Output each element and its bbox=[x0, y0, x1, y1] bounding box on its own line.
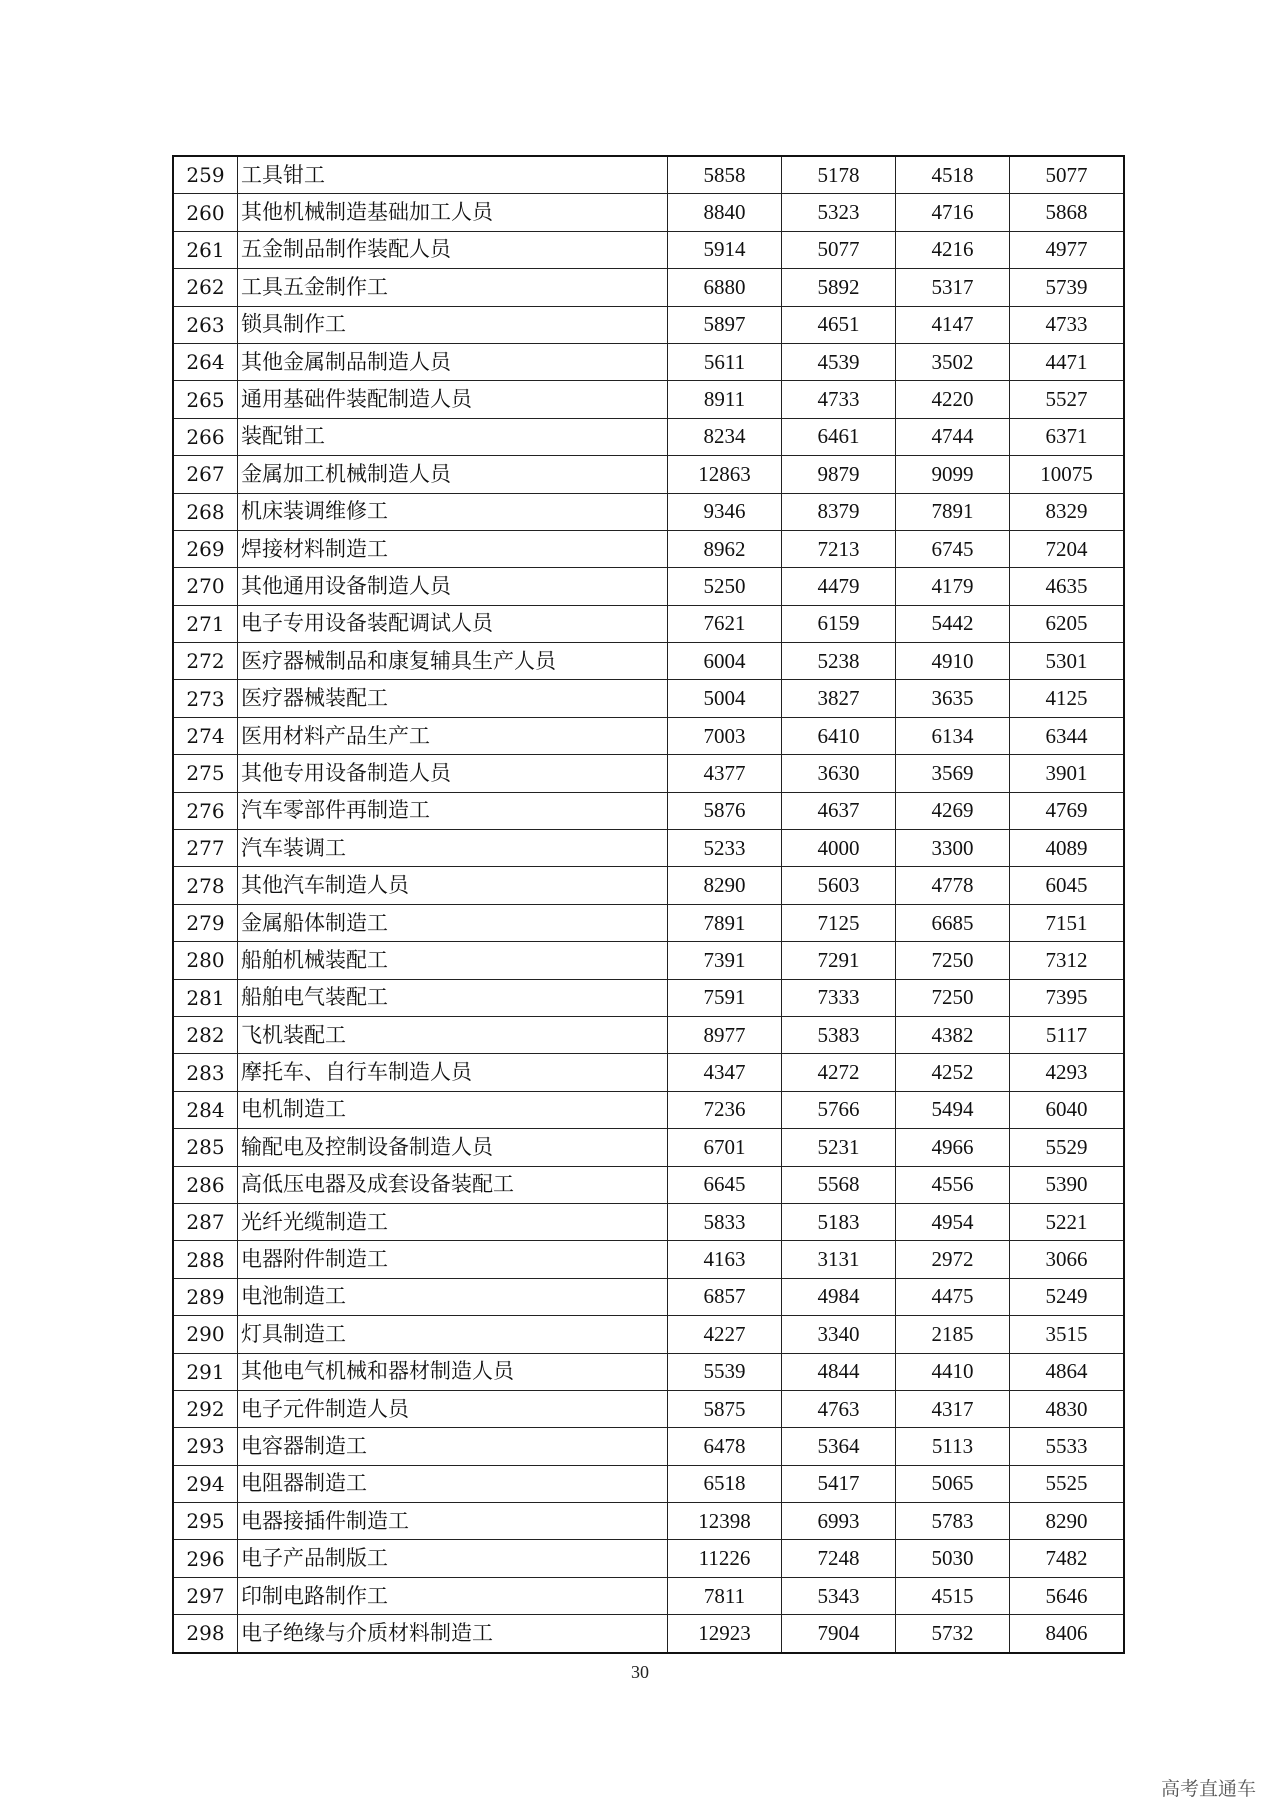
row-number: 274 bbox=[173, 717, 238, 754]
occupation-name: 焊接材料制造工 bbox=[238, 530, 668, 567]
value-col-4: 7204 bbox=[1010, 530, 1125, 567]
value-col-4: 4471 bbox=[1010, 343, 1125, 380]
value-col-3: 5113 bbox=[896, 1428, 1010, 1465]
value-col-1: 6478 bbox=[668, 1428, 782, 1465]
value-col-1: 5233 bbox=[668, 830, 782, 867]
value-col-1: 5611 bbox=[668, 343, 782, 380]
value-col-1: 6857 bbox=[668, 1278, 782, 1315]
value-col-1: 5897 bbox=[668, 306, 782, 343]
occupation-name: 医疗器械装配工 bbox=[238, 680, 668, 717]
occupation-name: 电器附件制造工 bbox=[238, 1241, 668, 1278]
value-col-2: 5178 bbox=[782, 156, 896, 194]
table-row bbox=[173, 156, 1124, 194]
value-col-3: 2185 bbox=[896, 1316, 1010, 1353]
value-col-4: 7151 bbox=[1010, 904, 1125, 941]
value-col-4: 5301 bbox=[1010, 643, 1125, 680]
value-col-1: 5858 bbox=[668, 156, 782, 194]
value-col-1: 11226 bbox=[668, 1540, 782, 1577]
value-col-3: 4179 bbox=[896, 568, 1010, 605]
value-col-4: 8290 bbox=[1010, 1503, 1125, 1540]
occupation-name: 电器接插件制造工 bbox=[238, 1503, 668, 1540]
value-col-1: 4227 bbox=[668, 1316, 782, 1353]
value-col-3: 7250 bbox=[896, 942, 1010, 979]
value-col-2: 4651 bbox=[782, 306, 896, 343]
table-row bbox=[173, 1129, 1124, 1166]
value-col-4: 7482 bbox=[1010, 1540, 1125, 1577]
value-col-2: 4000 bbox=[782, 830, 896, 867]
table-row bbox=[173, 1203, 1124, 1240]
table-row bbox=[173, 680, 1124, 717]
value-col-3: 4518 bbox=[896, 156, 1010, 194]
value-col-1: 5875 bbox=[668, 1390, 782, 1427]
table-row bbox=[173, 792, 1124, 829]
occupation-name: 其他机械制造基础加工人员 bbox=[238, 194, 668, 231]
value-col-2: 4272 bbox=[782, 1054, 896, 1091]
table-row bbox=[173, 194, 1124, 231]
row-number: 267 bbox=[173, 456, 238, 493]
table-row bbox=[173, 1503, 1124, 1540]
value-col-4: 10075 bbox=[1010, 456, 1125, 493]
row-number: 265 bbox=[173, 381, 238, 418]
row-number: 286 bbox=[173, 1166, 238, 1203]
row-number: 262 bbox=[173, 269, 238, 306]
value-col-1: 8911 bbox=[668, 381, 782, 418]
value-col-1: 12923 bbox=[668, 1615, 782, 1653]
row-number: 284 bbox=[173, 1091, 238, 1128]
value-col-1: 8977 bbox=[668, 1016, 782, 1053]
value-col-3: 7250 bbox=[896, 979, 1010, 1016]
value-col-3: 3300 bbox=[896, 830, 1010, 867]
row-number: 298 bbox=[173, 1615, 238, 1653]
table-row bbox=[173, 605, 1124, 642]
row-number: 285 bbox=[173, 1129, 238, 1166]
occupation-name: 电机制造工 bbox=[238, 1091, 668, 1128]
occupation-name: 其他电气机械和器材制造人员 bbox=[238, 1353, 668, 1390]
table-row bbox=[173, 942, 1124, 979]
value-col-4: 6045 bbox=[1010, 867, 1125, 904]
value-col-3: 4744 bbox=[896, 418, 1010, 455]
value-col-3: 3635 bbox=[896, 680, 1010, 717]
value-col-4: 5390 bbox=[1010, 1166, 1125, 1203]
table-row bbox=[173, 493, 1124, 530]
row-number: 289 bbox=[173, 1278, 238, 1315]
row-number: 268 bbox=[173, 493, 238, 530]
row-number: 275 bbox=[173, 755, 238, 792]
table-row bbox=[173, 568, 1124, 605]
value-col-4: 8329 bbox=[1010, 493, 1125, 530]
value-col-3: 4475 bbox=[896, 1278, 1010, 1315]
value-col-3: 3569 bbox=[896, 755, 1010, 792]
value-col-1: 4347 bbox=[668, 1054, 782, 1091]
value-col-2: 7125 bbox=[782, 904, 896, 941]
occupation-name: 五金制品制作装配人员 bbox=[238, 231, 668, 268]
value-col-4: 5527 bbox=[1010, 381, 1125, 418]
value-col-4: 5077 bbox=[1010, 156, 1125, 194]
table-row bbox=[173, 1615, 1124, 1653]
value-col-4: 3515 bbox=[1010, 1316, 1125, 1353]
table-row bbox=[173, 1166, 1124, 1203]
row-number: 259 bbox=[173, 156, 238, 194]
value-col-4: 4977 bbox=[1010, 231, 1125, 268]
occupation-name: 船舶电气装配工 bbox=[238, 979, 668, 1016]
value-col-2: 4637 bbox=[782, 792, 896, 829]
value-col-2: 5183 bbox=[782, 1203, 896, 1240]
row-number: 297 bbox=[173, 1577, 238, 1614]
table-row bbox=[173, 1316, 1124, 1353]
occupation-name: 输配电及控制设备制造人员 bbox=[238, 1129, 668, 1166]
value-col-4: 3901 bbox=[1010, 755, 1125, 792]
value-col-4: 4125 bbox=[1010, 680, 1125, 717]
row-number: 291 bbox=[173, 1353, 238, 1390]
occupation-name: 其他汽车制造人员 bbox=[238, 867, 668, 904]
value-col-3: 6745 bbox=[896, 530, 1010, 567]
value-col-1: 9346 bbox=[668, 493, 782, 530]
row-number: 269 bbox=[173, 530, 238, 567]
row-number: 276 bbox=[173, 792, 238, 829]
value-col-3: 4716 bbox=[896, 194, 1010, 231]
value-col-1: 6004 bbox=[668, 643, 782, 680]
table-row bbox=[173, 904, 1124, 941]
value-col-2: 3340 bbox=[782, 1316, 896, 1353]
occupation-name: 锁具制作工 bbox=[238, 306, 668, 343]
value-col-4: 4089 bbox=[1010, 830, 1125, 867]
value-col-3: 4252 bbox=[896, 1054, 1010, 1091]
value-col-3: 4515 bbox=[896, 1577, 1010, 1614]
value-col-2: 6461 bbox=[782, 418, 896, 455]
table-row bbox=[173, 343, 1124, 380]
occupation-name: 高低压电器及成套设备装配工 bbox=[238, 1166, 668, 1203]
value-col-2: 5417 bbox=[782, 1465, 896, 1502]
value-col-1: 5833 bbox=[668, 1203, 782, 1240]
value-col-3: 5494 bbox=[896, 1091, 1010, 1128]
value-col-1: 5914 bbox=[668, 231, 782, 268]
occupation-name: 电子元件制造人员 bbox=[238, 1390, 668, 1427]
table-row bbox=[173, 1540, 1124, 1577]
wage-table bbox=[172, 155, 1125, 1654]
occupation-name: 印制电路制作工 bbox=[238, 1577, 668, 1614]
occupation-name: 汽车装调工 bbox=[238, 830, 668, 867]
value-col-4: 4769 bbox=[1010, 792, 1125, 829]
value-col-3: 2972 bbox=[896, 1241, 1010, 1278]
row-number: 294 bbox=[173, 1465, 238, 1502]
value-col-2: 3827 bbox=[782, 680, 896, 717]
row-number: 293 bbox=[173, 1428, 238, 1465]
table-row bbox=[173, 867, 1124, 904]
value-col-4: 5739 bbox=[1010, 269, 1125, 306]
value-col-3: 4216 bbox=[896, 231, 1010, 268]
value-col-2: 5383 bbox=[782, 1016, 896, 1053]
table-row bbox=[173, 456, 1124, 493]
table-row bbox=[173, 1465, 1124, 1502]
occupation-name: 电容器制造工 bbox=[238, 1428, 668, 1465]
row-number: 292 bbox=[173, 1390, 238, 1427]
value-col-2: 5323 bbox=[782, 194, 896, 231]
value-col-2: 3131 bbox=[782, 1241, 896, 1278]
value-col-2: 5077 bbox=[782, 231, 896, 268]
value-col-3: 4910 bbox=[896, 643, 1010, 680]
row-number: 264 bbox=[173, 343, 238, 380]
value-col-4: 7312 bbox=[1010, 942, 1125, 979]
value-col-4: 6371 bbox=[1010, 418, 1125, 455]
table-row bbox=[173, 1390, 1124, 1427]
row-number: 261 bbox=[173, 231, 238, 268]
value-col-3: 5317 bbox=[896, 269, 1010, 306]
occupation-name: 其他通用设备制造人员 bbox=[238, 568, 668, 605]
value-col-1: 6518 bbox=[668, 1465, 782, 1502]
value-col-3: 5732 bbox=[896, 1615, 1010, 1653]
value-col-2: 5603 bbox=[782, 867, 896, 904]
row-number: 271 bbox=[173, 605, 238, 642]
value-col-2: 9879 bbox=[782, 456, 896, 493]
occupation-name: 电池制造工 bbox=[238, 1278, 668, 1315]
value-col-3: 4556 bbox=[896, 1166, 1010, 1203]
row-number: 270 bbox=[173, 568, 238, 605]
row-number: 290 bbox=[173, 1316, 238, 1353]
value-col-4: 4733 bbox=[1010, 306, 1125, 343]
table-row bbox=[173, 306, 1124, 343]
value-col-3: 4410 bbox=[896, 1353, 1010, 1390]
occupation-name: 灯具制造工 bbox=[238, 1316, 668, 1353]
value-col-3: 4382 bbox=[896, 1016, 1010, 1053]
value-col-2: 4984 bbox=[782, 1278, 896, 1315]
value-col-3: 4954 bbox=[896, 1203, 1010, 1240]
value-col-1: 8290 bbox=[668, 867, 782, 904]
row-number: 280 bbox=[173, 942, 238, 979]
value-col-4: 5221 bbox=[1010, 1203, 1125, 1240]
value-col-3: 4147 bbox=[896, 306, 1010, 343]
value-col-1: 4377 bbox=[668, 755, 782, 792]
occupation-name: 船舶机械装配工 bbox=[238, 942, 668, 979]
table-row bbox=[173, 418, 1124, 455]
value-col-3: 5065 bbox=[896, 1465, 1010, 1502]
value-col-4: 7395 bbox=[1010, 979, 1125, 1016]
occupation-name: 装配钳工 bbox=[238, 418, 668, 455]
table-row bbox=[173, 717, 1124, 754]
row-number: 279 bbox=[173, 904, 238, 941]
occupation-name: 金属加工机械制造人员 bbox=[238, 456, 668, 493]
value-col-1: 7891 bbox=[668, 904, 782, 941]
value-col-1: 7811 bbox=[668, 1577, 782, 1614]
value-col-2: 4844 bbox=[782, 1353, 896, 1390]
value-col-3: 3502 bbox=[896, 343, 1010, 380]
value-col-1: 8234 bbox=[668, 418, 782, 455]
value-col-4: 5117 bbox=[1010, 1016, 1125, 1053]
value-col-2: 5238 bbox=[782, 643, 896, 680]
table-row bbox=[173, 979, 1124, 1016]
value-col-3: 5442 bbox=[896, 605, 1010, 642]
value-col-4: 5646 bbox=[1010, 1577, 1125, 1614]
value-col-4: 5249 bbox=[1010, 1278, 1125, 1315]
value-col-1: 6645 bbox=[668, 1166, 782, 1203]
table-row bbox=[173, 231, 1124, 268]
occupation-name: 机床装调维修工 bbox=[238, 493, 668, 530]
row-number: 281 bbox=[173, 979, 238, 1016]
value-col-4: 5868 bbox=[1010, 194, 1125, 231]
value-col-3: 4317 bbox=[896, 1390, 1010, 1427]
value-col-1: 8840 bbox=[668, 194, 782, 231]
row-number: 283 bbox=[173, 1054, 238, 1091]
value-col-2: 8379 bbox=[782, 493, 896, 530]
row-number: 277 bbox=[173, 830, 238, 867]
occupation-name: 其他金属制品制造人员 bbox=[238, 343, 668, 380]
value-col-2: 7213 bbox=[782, 530, 896, 567]
row-number: 260 bbox=[173, 194, 238, 231]
value-col-2: 4539 bbox=[782, 343, 896, 380]
value-col-2: 3630 bbox=[782, 755, 896, 792]
row-number: 272 bbox=[173, 643, 238, 680]
occupation-name: 医疗器械制品和康复辅具生产人员 bbox=[238, 643, 668, 680]
value-col-4: 8406 bbox=[1010, 1615, 1125, 1653]
row-number: 296 bbox=[173, 1540, 238, 1577]
row-number: 266 bbox=[173, 418, 238, 455]
value-col-4: 5525 bbox=[1010, 1465, 1125, 1502]
row-number: 295 bbox=[173, 1503, 238, 1540]
table-row bbox=[173, 1054, 1124, 1091]
value-col-4: 3066 bbox=[1010, 1241, 1125, 1278]
value-col-3: 5783 bbox=[896, 1503, 1010, 1540]
value-col-2: 7904 bbox=[782, 1615, 896, 1653]
occupation-name: 医用材料产品生产工 bbox=[238, 717, 668, 754]
row-number: 263 bbox=[173, 306, 238, 343]
value-col-1: 12863 bbox=[668, 456, 782, 493]
value-col-2: 4479 bbox=[782, 568, 896, 605]
value-col-1: 6880 bbox=[668, 269, 782, 306]
table-body bbox=[173, 156, 1124, 1653]
occupation-name: 汽车零部件再制造工 bbox=[238, 792, 668, 829]
value-col-2: 7333 bbox=[782, 979, 896, 1016]
value-col-2: 4763 bbox=[782, 1390, 896, 1427]
value-col-4: 5533 bbox=[1010, 1428, 1125, 1465]
occupation-name: 工具钳工 bbox=[238, 156, 668, 194]
value-col-2: 6159 bbox=[782, 605, 896, 642]
value-col-1: 5539 bbox=[668, 1353, 782, 1390]
value-col-1: 4163 bbox=[668, 1241, 782, 1278]
value-col-1: 6701 bbox=[668, 1129, 782, 1166]
occupation-name: 金属船体制造工 bbox=[238, 904, 668, 941]
table-row bbox=[173, 1016, 1124, 1053]
table-row bbox=[173, 1278, 1124, 1315]
value-col-3: 4778 bbox=[896, 867, 1010, 904]
row-number: 273 bbox=[173, 680, 238, 717]
value-col-4: 4293 bbox=[1010, 1054, 1125, 1091]
occupation-name: 工具五金制作工 bbox=[238, 269, 668, 306]
value-col-2: 6993 bbox=[782, 1503, 896, 1540]
table-row bbox=[173, 530, 1124, 567]
occupation-name: 光纤光缆制造工 bbox=[238, 1203, 668, 1240]
value-col-3: 6134 bbox=[896, 717, 1010, 754]
value-col-1: 5876 bbox=[668, 792, 782, 829]
value-col-4: 5529 bbox=[1010, 1129, 1125, 1166]
row-number: 278 bbox=[173, 867, 238, 904]
page-number: 30 bbox=[631, 1662, 649, 1682]
value-col-3: 7891 bbox=[896, 493, 1010, 530]
table-row bbox=[173, 1241, 1124, 1278]
occupation-name: 电子产品制版工 bbox=[238, 1540, 668, 1577]
watermark: 高考直通车 bbox=[1160, 1778, 1256, 1800]
table-row bbox=[173, 755, 1124, 792]
value-col-2: 5231 bbox=[782, 1129, 896, 1166]
value-col-3: 9099 bbox=[896, 456, 1010, 493]
value-col-2: 5343 bbox=[782, 1577, 896, 1614]
value-col-1: 5250 bbox=[668, 568, 782, 605]
value-col-3: 4220 bbox=[896, 381, 1010, 418]
value-col-2: 4733 bbox=[782, 381, 896, 418]
value-col-1: 8962 bbox=[668, 530, 782, 567]
value-col-4: 6344 bbox=[1010, 717, 1125, 754]
table-row bbox=[173, 381, 1124, 418]
table-row bbox=[173, 830, 1124, 867]
value-col-1: 7591 bbox=[668, 979, 782, 1016]
value-col-2: 5892 bbox=[782, 269, 896, 306]
value-col-2: 7248 bbox=[782, 1540, 896, 1577]
row-number: 287 bbox=[173, 1203, 238, 1240]
occupation-name: 摩托车、自行车制造人员 bbox=[238, 1054, 668, 1091]
value-col-1: 12398 bbox=[668, 1503, 782, 1540]
value-col-2: 6410 bbox=[782, 717, 896, 754]
table-row bbox=[173, 1091, 1124, 1128]
value-col-1: 7391 bbox=[668, 942, 782, 979]
value-col-1: 7236 bbox=[668, 1091, 782, 1128]
value-col-4: 4864 bbox=[1010, 1353, 1125, 1390]
occupation-name: 其他专用设备制造人员 bbox=[238, 755, 668, 792]
value-col-3: 5030 bbox=[896, 1540, 1010, 1577]
value-col-1: 7003 bbox=[668, 717, 782, 754]
value-col-4: 6205 bbox=[1010, 605, 1125, 642]
value-col-4: 4830 bbox=[1010, 1390, 1125, 1427]
value-col-2: 5364 bbox=[782, 1428, 896, 1465]
value-col-2: 7291 bbox=[782, 942, 896, 979]
value-col-4: 6040 bbox=[1010, 1091, 1125, 1128]
occupation-name: 通用基础件装配制造人员 bbox=[238, 381, 668, 418]
value-col-4: 4635 bbox=[1010, 568, 1125, 605]
value-col-1: 5004 bbox=[668, 680, 782, 717]
row-number: 288 bbox=[173, 1241, 238, 1278]
table-row bbox=[173, 643, 1124, 680]
table-row bbox=[173, 1577, 1124, 1614]
occupation-name: 电子专用设备装配调试人员 bbox=[238, 605, 668, 642]
table-row bbox=[173, 1428, 1124, 1465]
value-col-2: 5766 bbox=[782, 1091, 896, 1128]
row-number: 282 bbox=[173, 1016, 238, 1053]
value-col-1: 7621 bbox=[668, 605, 782, 642]
value-col-3: 6685 bbox=[896, 904, 1010, 941]
table-row bbox=[173, 269, 1124, 306]
occupation-name: 飞机装配工 bbox=[238, 1016, 668, 1053]
value-col-3: 4269 bbox=[896, 792, 1010, 829]
value-col-2: 5568 bbox=[782, 1166, 896, 1203]
table-row bbox=[173, 1353, 1124, 1390]
occupation-name: 电阻器制造工 bbox=[238, 1465, 668, 1502]
value-col-3: 4966 bbox=[896, 1129, 1010, 1166]
occupation-name: 电子绝缘与介质材料制造工 bbox=[238, 1615, 668, 1653]
